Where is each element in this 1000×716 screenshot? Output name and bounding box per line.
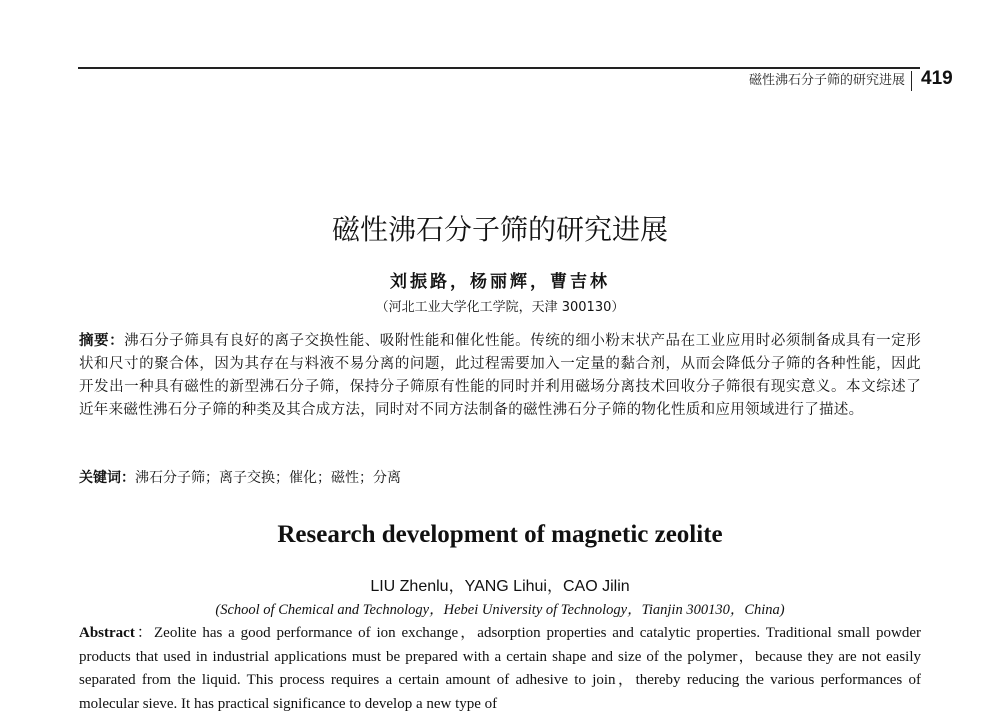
chinese-keywords-label: 关键词： xyxy=(79,470,135,486)
english-title: Research development of magnetic zeolite xyxy=(277,521,723,548)
english-abstract xyxy=(79,622,921,716)
chinese-keywords-text: 沸石分子筛；离子交换；催化；磁性；分离 xyxy=(135,470,401,486)
page-number: 419 xyxy=(921,68,953,89)
chinese-authors: 刘振路，杨丽辉，曹吉林 xyxy=(390,272,610,292)
chinese-keywords xyxy=(79,468,921,488)
chinese-abstract xyxy=(79,330,921,422)
running-head: 磁性沸石分子筛的研究进展 xyxy=(749,71,912,91)
english-authors: LIU Zhenlu，YANG Lihui，CAO Jilin xyxy=(370,578,630,595)
english-abstract-label: Abstract xyxy=(79,625,135,641)
chinese-abstract-text: 沸石分子筛具有良好的离子交换性能、吸附性能和催化性能。传统的细小粉末状产品在工业应用时必须制备成具有一定形状和尺寸的聚合体，因为其存在与料液不易分离的问题，此过程需要加入一定量的黏合剂，从而会降低分子筛的各种性能，因此开发出一种具有磁性的新型沸石分子筛，保持分子筛原有性能的同时并利用磁场分离技术回收分子筛很有现实意义。本文综述了近年来磁性沸石分子筛的种类及其合成方法，同时对不同方法制备的磁性沸石分子筛的物化性质和应用领域进行了描述。 xyxy=(79,333,921,418)
english-abstract-text: ：Zeolite has a good performance of ion exchange，adsorption properties and catalytic properties. Traditional small powder products that used in industrial applications must be prepared with a certain shape and size of the polymer，because they are not easily separated from the liquid. This process requires a certain amount of adhesive to join，thereby reducing the various performances of molecular sieve. It has practical significance to develop a new type of xyxy=(79,625,921,712)
chinese-abstract-label: 摘要： xyxy=(79,333,125,349)
chinese-title: 磁性沸石分子筛的研究进展 xyxy=(331,213,668,246)
english-affiliation: (School of Chemical and Technology，Hebei University of Technology，Tianjin 300130，China) xyxy=(215,602,785,618)
chinese-affiliation: （河北工业大学化工学院，天津 300130） xyxy=(375,300,625,315)
header-rule xyxy=(78,67,920,69)
